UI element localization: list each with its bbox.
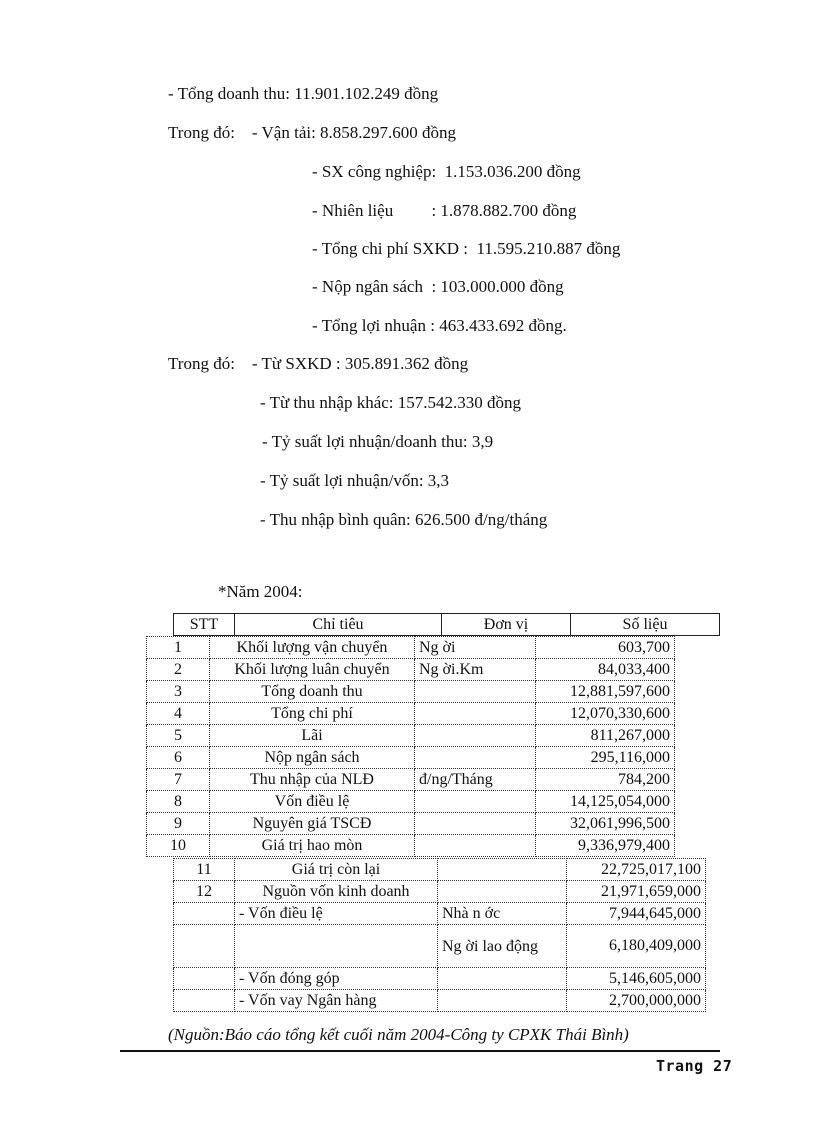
row-value: 14,125,054,000 bbox=[536, 791, 675, 813]
row-stt: 11 bbox=[174, 859, 235, 881]
header-unit: Đơn vị bbox=[442, 614, 571, 636]
budget-payment-line: - Nộp ngân sách : 103.000.000 đồng bbox=[312, 277, 564, 296]
row-stt: 3 bbox=[147, 681, 210, 703]
table-row bbox=[147, 813, 675, 835]
row-unit bbox=[415, 725, 536, 747]
table-row bbox=[147, 659, 675, 681]
row-unit bbox=[438, 990, 567, 1012]
row-value: 21,971,659,000 bbox=[567, 881, 706, 903]
row-unit bbox=[415, 681, 536, 703]
row-unit bbox=[415, 791, 536, 813]
row-value: 5,146,605,000 bbox=[567, 968, 706, 990]
row-unit: Nhà n ớc bbox=[438, 903, 567, 925]
row-unit bbox=[415, 835, 536, 857]
row-stt bbox=[174, 968, 235, 990]
row-value: 784,200 bbox=[536, 769, 675, 791]
table-row bbox=[147, 747, 675, 769]
row-indicator: - Vốn vay Ngân hàng bbox=[235, 990, 438, 1012]
row-indicator: Khối lượng luân chuyển bbox=[210, 659, 415, 681]
row-unit: đ/ng/Tháng bbox=[415, 769, 536, 791]
row-value: 12,070,330,600 bbox=[536, 703, 675, 725]
table-row bbox=[174, 925, 706, 968]
row-indicator: Tổng chi phí bbox=[210, 703, 415, 725]
row-indicator bbox=[235, 925, 438, 968]
row-indicator: Tổng doanh thu bbox=[210, 681, 415, 703]
row-value: 32,061,996,500 bbox=[536, 813, 675, 835]
profit-from-business-line: Trong đó: - Từ SXKD : 305.891.362 đồng bbox=[168, 354, 469, 373]
header-indicator: Chỉ tiêu bbox=[235, 614, 442, 636]
row-indicator: Nguyên giá TSCĐ bbox=[210, 813, 415, 835]
total-revenue-line: - Tổng doanh thu: 11.901.102.249 đồng bbox=[168, 84, 439, 103]
table-row bbox=[174, 990, 706, 1012]
row-value: 2,700,000,000 bbox=[567, 990, 706, 1012]
row-stt: 2 bbox=[147, 659, 210, 681]
table-row bbox=[147, 703, 675, 725]
row-unit bbox=[438, 968, 567, 990]
row-stt: 4 bbox=[147, 703, 210, 725]
table-row bbox=[147, 791, 675, 813]
row-stt bbox=[174, 990, 235, 1012]
average-income-line: - Thu nhập bình quân: 626.500 đ/ng/tháng bbox=[260, 510, 548, 529]
profit-revenue-ratio-line: - Tỷ suất lợi nhuận/doanh thu: 3,9 bbox=[262, 432, 494, 451]
row-unit bbox=[415, 747, 536, 769]
other-income-line: - Từ thu nhập khác: 157.542.330 đồng bbox=[260, 393, 522, 412]
row-unit bbox=[438, 881, 567, 903]
row-indicator: - Vốn điều lệ bbox=[235, 903, 438, 925]
data-table-part2 bbox=[173, 858, 706, 1012]
row-indicator: Nguồn vốn kinh doanh bbox=[235, 881, 438, 903]
row-unit bbox=[438, 859, 567, 881]
total-cost-line: - Tổng chi phí SXKD : 11.595.210.887 đồng bbox=[312, 239, 621, 258]
row-indicator: Giá trị hao mòn bbox=[210, 835, 415, 857]
row-value: 603,700 bbox=[536, 637, 675, 659]
row-stt: 12 bbox=[174, 881, 235, 903]
row-value: 84,033,400 bbox=[536, 659, 675, 681]
row-stt: 7 bbox=[147, 769, 210, 791]
row-unit bbox=[415, 813, 536, 835]
footer-rule bbox=[120, 1050, 720, 1052]
row-value: 295,116,000 bbox=[536, 747, 675, 769]
row-value: 6,180,409,000 bbox=[567, 925, 706, 968]
row-indicator: Khối lượng vận chuyển bbox=[210, 637, 415, 659]
row-indicator: Vốn điều lệ bbox=[210, 791, 415, 813]
row-stt bbox=[174, 903, 235, 925]
table-row bbox=[147, 835, 675, 857]
table-intro: *Năm 2004: bbox=[218, 582, 303, 601]
row-stt: 10 bbox=[147, 835, 210, 857]
row-indicator: Thu nhập của NLĐ bbox=[210, 769, 415, 791]
table-row bbox=[147, 725, 675, 747]
table-row bbox=[147, 769, 675, 791]
row-value: 22,725,017,100 bbox=[567, 859, 706, 881]
row-unit: Ng ời.Km bbox=[415, 659, 536, 681]
row-unit bbox=[415, 703, 536, 725]
row-stt: 1 bbox=[147, 637, 210, 659]
industrial-production-line: - SX công nghiệp: 1.153.036.200 đồng bbox=[312, 162, 581, 181]
row-stt bbox=[174, 925, 235, 968]
page-number: Trang 27 bbox=[656, 1057, 733, 1075]
row-indicator: - Vốn đóng góp bbox=[235, 968, 438, 990]
header-value: Số liệu bbox=[571, 614, 720, 636]
row-unit: Ng ời bbox=[415, 637, 536, 659]
row-stt: 6 bbox=[147, 747, 210, 769]
row-value: 9,336,979,400 bbox=[536, 835, 675, 857]
header-stt: STT bbox=[174, 614, 235, 636]
row-stt: 9 bbox=[147, 813, 210, 835]
row-unit: Ng ời lao động bbox=[438, 925, 567, 968]
table-header bbox=[173, 613, 720, 636]
row-stt: 8 bbox=[147, 791, 210, 813]
table-row bbox=[147, 681, 675, 703]
row-value: 7,944,645,000 bbox=[567, 903, 706, 925]
fuel-line: - Nhiên liệu : 1.878.882.700 đồng bbox=[312, 201, 577, 220]
source-note: (Nguồn:Báo cáo tổng kết cuối năm 2004-Công ty CPXK Thái Bình) bbox=[168, 1025, 629, 1044]
table-row bbox=[174, 859, 706, 881]
profit-capital-ratio-line: - Tỷ suất lợi nhuận/vốn: 3,3 bbox=[260, 471, 450, 490]
table-row bbox=[174, 968, 706, 990]
row-stt: 5 bbox=[147, 725, 210, 747]
table-row bbox=[174, 903, 706, 925]
data-table-part1 bbox=[146, 636, 675, 857]
row-indicator: Giá trị còn lại bbox=[235, 859, 438, 881]
row-value: 12,881,597,600 bbox=[536, 681, 675, 703]
row-indicator: Nộp ngân sách bbox=[210, 747, 415, 769]
row-indicator: Lãi bbox=[210, 725, 415, 747]
row-value: 811,267,000 bbox=[536, 725, 675, 747]
transport-revenue-line: Trong đó: - Vận tải: 8.858.297.600 đồng bbox=[168, 123, 457, 142]
table-row bbox=[174, 881, 706, 903]
table-row bbox=[147, 637, 675, 659]
total-profit-line: - Tổng lợi nhuận : 463.433.692 đồng. bbox=[312, 316, 567, 335]
